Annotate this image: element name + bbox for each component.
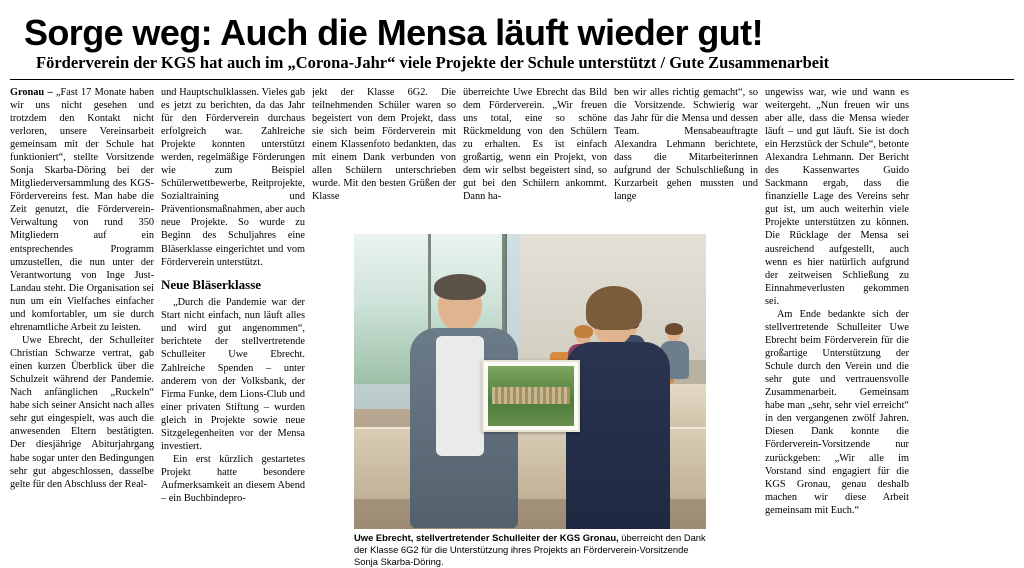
column-text-above-photo: [614, 86, 758, 234]
paragraph: und Hauptschulklassen. Vieles gab es jetzt zu berichten, da das Jahr für den Förderverein durchaus erfolgreich war. Zahlreiche Projekte konnten unterstützt werden, regelmäßige Förderungen wie zum Beispiel Schülerwettbewerbe, Reitprojekte, Sozialtraining und Präventionsmaßnahmen, aber auch neue Projekte. So wurde zu Beginn des Schuljahres eine Bläserklasse eingerichtet und vom Förderverein unterstützt.: [161, 86, 305, 268]
paragraph: überreichte Uwe Ebrecht das Bild dem Förderverein. „Wir freuen uns total, eine so schöne Rückmeldung von den Schülern zu erhalten. Es ist einfach großartig, wenn ein Projekt, von dem wir selbst begeistert sind, so gut bei den Schülern ankommt. Dann ha-: [463, 86, 607, 203]
paragraph-text: „Fast 17 Monate haben wir uns nicht gesehen und trotzdem den Kontakt nicht verloren, unsere Vereinsarbeit gemeinsam mit der Schule hat funktioniert“, stellte Vorsitzende Sonja Skarba-Döring bei der Mitgliederversammlung des KGS-Fördervereins fest. Man habe die Zeit genutzt, die Förderverein-Verwaltung von rund 350 Mitgliedern auf ein entsprechendes Programm umzustellen, die nun unter der Verantwortung von Inge Just-Landau steht. Die Organisation sei nun um ein Vielfaches einfacher und komfortabler, um sie durch ehrenamtliche Arbeit zu leisten.: [10, 86, 154, 333]
header-divider: [10, 79, 1014, 80]
article-photo: [354, 234, 706, 529]
article-column-1: [10, 86, 161, 548]
paragraph: Ein erst kürzlich gestartetes Projekt hatte besondere Aufmerksamkeit an diesem Abend – ein Buchbindepro-: [161, 453, 305, 505]
paragraph: „Durch die Pandemie war der Start nicht einfach, nun läuft alles und wird gut angenommen“, berichtete der stellvertretende Schulleiter Uwe Ebrecht. Zahlreiche Spenden – unter anderem von der Volksbank, der Firma Funke, dem Lions-Club und einer privaten Stiftung – wurden gleich in Projekte sowie neue Sitzgelegenheiten vor der Mensa investiert.: [161, 297, 305, 452]
article-subhead: Förderverein der KGS hat auch im „Corona-Jahr“ viele Projekte der Schule unterstützt / Gute Zusammenarbeit: [36, 52, 830, 72]
photo-caption-lead: Uwe Ebrecht, stellvertretender Schulleiter der KGS Gronau,: [354, 531, 619, 543]
paragraph: jekt der Klasse 6G2. Die teilnehmenden Schüler waren so begeistert von dem Projekt, dass sie sich beim Förderverein mit einem Klassenfoto bedankten, das mit einem Dank verbunden von allen Schülern unterschrieben wurde. Mit den besten Grüßen der Klasse: [312, 86, 456, 203]
page-title: Sorge weg: Auch die Mensa läuft wieder gut!: [24, 12, 763, 53]
photo-caption: [354, 532, 706, 568]
article-column-2: [161, 86, 312, 548]
paragraph: ben wir alles richtig gemacht“, so die Vorsitzende. Schwierig war das Jahr für die Mensa und dessen Team. Mensabeauftragte Alexandra Lehmann berichtete, dass die Mitarbeiterinnen aufgrund der Schulschließung in Kurzarbeit gehen mussten und lange: [614, 86, 758, 203]
article-photo-block: [354, 234, 706, 568]
photo-caption-text: überreicht den Dank der Klasse 6G2 für die Unterstützung ihres Projekts an Förderverein-Vorsitzende Sonja Skarba-Döring.: [354, 531, 706, 568]
paragraph: Uwe Ebrecht, der Schulleiter Christian Schwarze vertrat, gab einen kurzen Überblick über die Schulzeit während der Pandemie. Nach anfänglichen „Ruckeln“ habe sich seiner Ansicht nach alles sehr gut eingespielt, was auch die anwesenden Eltern bestätigten. Der diesjährige Abiturjahrgang habe sogar unter den Bedingungen sehr gut abgeschlossen, dasselbe gelte für den Abschluss der Real-: [10, 334, 154, 490]
dateline: Gronau –: [10, 86, 53, 98]
paragraph: ungewiss war, wie und wann es weitergeht. „Nun freuen wir uns aber alle, dass die Mensa wieder läuft – und gut läuft. Sie ist doch ein Herzstück der Schule“, betonte Alexandra Lehmann. Der Bericht des Kassenwartes Guido Sackmann ergab, dass die finanzielle Lage des Vereins sehr gut ist, um auch weiterhin viele Projekte unterstützen zu können. Die Rücklage der Mensa sei ausreichend aufgestellt, auch wenn es hier natürlich aufgrund der zeitweisen Schließung zu Einnahmeverlusten gekommen sei.: [765, 86, 909, 307]
class-photo-frame: [482, 360, 580, 432]
column-text-above-photo: [312, 86, 456, 234]
article-columns: [10, 86, 1014, 568]
section-subhead: Neue Bläserklasse: [161, 276, 262, 292]
paragraph: [10, 86, 154, 334]
article-column-6: [765, 86, 916, 548]
column-text-above-photo: [463, 86, 607, 234]
paragraph: Am Ende bedankte sich der stellvertretende Schulleiter Uwe Ebrecht beim Förderverein für die großartige Unterstützung der Schule durch den Verein und die sehr gute und vertrauensvolle Zusammenarbeit. Gemeinsam habe man „sehr, sehr viel erreicht“ in den vergangenen zwölf Jahren. Diesen Dank konnte die Förderverein-Vorsitzende nur zurückgeben: „Wir alle im Vorstand sind engagiert für die KGS Gronau, genau deshalb machen wir diese Arbeit gemeinsam mit Euch.“: [765, 308, 909, 516]
